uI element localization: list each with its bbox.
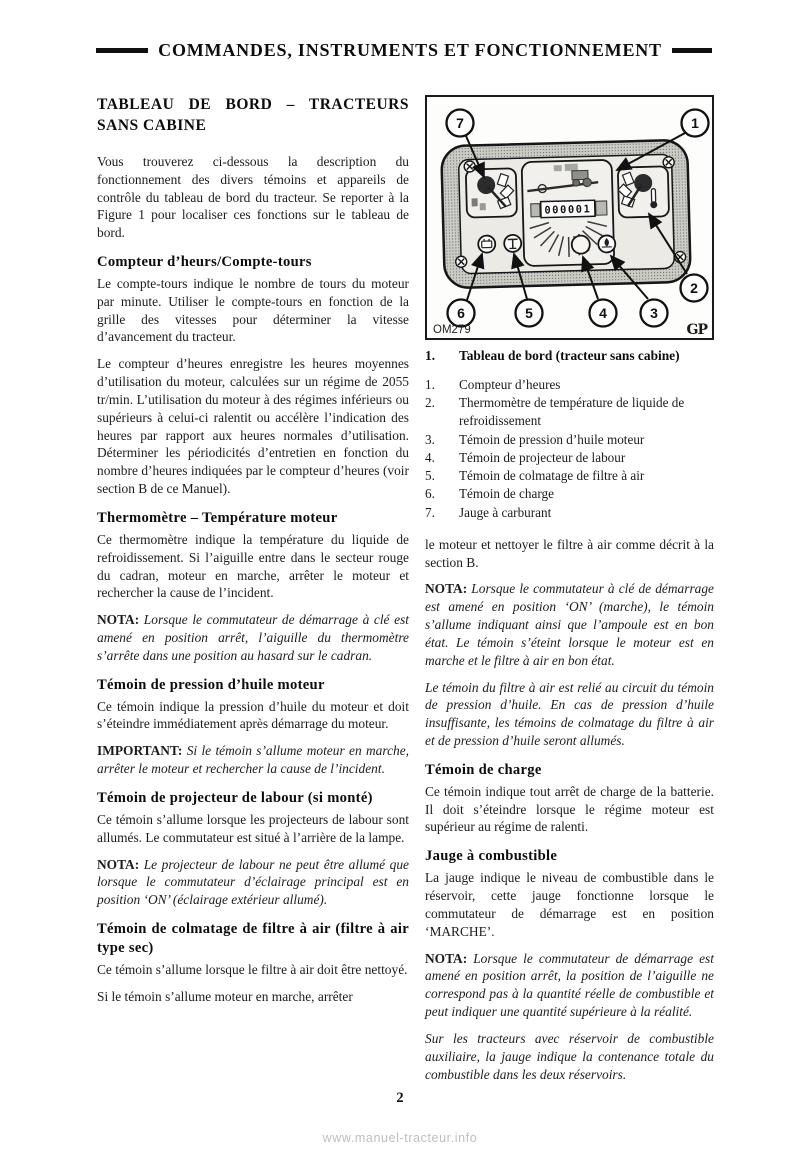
hour-counter: 000001 bbox=[544, 203, 592, 217]
paragraph-italic: Sur les tracteurs avec réservoir de combustible auxiliaire, la jauge indique la contenance totale du combustible dans les deux réservoirs. bbox=[425, 1030, 714, 1082]
figure-caption-number: 1. bbox=[425, 348, 436, 363]
heading-thermometre: Thermomètre – Température moteur bbox=[97, 509, 338, 526]
callout-6-number: 6 bbox=[457, 305, 465, 321]
nota-label: NOTA: bbox=[425, 950, 468, 966]
legend-item bbox=[425, 394, 714, 430]
fuel-gauge bbox=[466, 168, 517, 217]
dashboard-figure bbox=[425, 95, 714, 340]
heading-temoin-charge: Témoin de charge bbox=[425, 761, 542, 778]
callout-7-number: 7 bbox=[456, 115, 464, 131]
temperature-gauge bbox=[617, 166, 669, 217]
callout-5 bbox=[516, 300, 543, 327]
figure-legend-list bbox=[425, 376, 714, 522]
legend-item bbox=[425, 376, 714, 394]
paragraph: Ce témoin indique la pression d’huile du moteur et doit s’éteindre immédiatement après démarrage du moteur. bbox=[97, 698, 409, 732]
nota-paragraph bbox=[97, 611, 409, 664]
paragraph-italic: Le témoin du filtre à air est relié au circuit du témoin de pression d’huile. En cas de pression d’huile insuffisante, les témoins de colmatage du filtre à air et de pression d’huile seront allumés. bbox=[425, 679, 714, 749]
header-rule-left bbox=[96, 48, 148, 53]
nota-label: NOTA: bbox=[425, 581, 468, 597]
important-paragraph bbox=[97, 742, 409, 778]
page-header bbox=[96, 40, 712, 61]
nota-text: Lorsque le commutateur de démarrage à clé est amené en position arrêt, l’aiguille du thermomètre s’arrête dans une position au hasard sur le cadran. bbox=[97, 612, 409, 663]
legend-item-number: 5. bbox=[425, 468, 435, 484]
oil-pressure-warning-light bbox=[598, 235, 615, 252]
heading-colmatage-filtre: Témoin de colmatage de filtre à air (filtre à air type sec) bbox=[97, 921, 409, 957]
legend-item-text: Témoin de pression d’huile moteur bbox=[459, 431, 645, 447]
figure-caption-text: Tableau de bord (tracteur sans cabine) bbox=[459, 348, 680, 363]
legend-item-text: Jauge à carburant bbox=[459, 504, 552, 520]
callout-4-number: 4 bbox=[599, 305, 607, 321]
paragraph: Ce thermomètre indique la température du liquide de refroidissement. Si l’aiguille entre dans le secteur rouge du cadran, moteur en marche, arrêter le moteur et rechercher la cause de l’incident. bbox=[97, 531, 409, 601]
legend-item bbox=[425, 504, 714, 522]
callout-2-number: 2 bbox=[690, 280, 698, 296]
legend-item-number: 1. bbox=[425, 377, 435, 392]
nota-label: NOTA: bbox=[97, 612, 140, 628]
callout-3 bbox=[641, 300, 668, 327]
callout-2 bbox=[681, 275, 708, 302]
air-filter-warning-light bbox=[504, 235, 521, 252]
legend-item-text: Témoin de colmatage de filtre à air bbox=[459, 468, 645, 484]
two-column-content bbox=[97, 93, 714, 1092]
dashboard-drawing bbox=[427, 97, 712, 338]
important-label: IMPORTANT: bbox=[97, 743, 183, 759]
work-lamp-indicator-light bbox=[572, 235, 590, 253]
nota-text: Lorsque le commutateur de démarrage est amené en position arrêt, la position de l’aiguille ne correspond pas à la quantité réelle de combustible et peut indiquer une quantité supérieure à la réalité. bbox=[425, 950, 714, 1020]
callout-4 bbox=[590, 300, 617, 327]
nota-label: NOTA: bbox=[97, 856, 140, 872]
legend-item-text: Thermomètre de température de liquide de refroidissement bbox=[459, 395, 685, 429]
paragraph: Ce témoin s’allume lorsque les projecteurs de labour sont allumés. Le commutateur est situé à l’arrière de la lampe. bbox=[97, 811, 409, 845]
paragraph: le moteur et nettoyer le filtre à air comme décrit à la section B. bbox=[425, 536, 714, 570]
right-column bbox=[425, 93, 714, 1092]
legend-item-text: Témoin de projecteur de labour bbox=[459, 449, 626, 465]
heading-compteur: Compteur d’heurs/Compte-tours bbox=[97, 253, 312, 270]
legend-item-number: 6. bbox=[425, 486, 435, 502]
left-column bbox=[97, 93, 409, 1092]
page-number: 2 bbox=[396, 1090, 404, 1106]
paragraph: Ce témoin indique tout arrêt de charge de la batterie. Il doit s’éteindre lorsque le régime moteur est supérieur au régime de ralenti. bbox=[425, 783, 714, 835]
heading-jauge-combustible: Jauge à combustible bbox=[425, 848, 558, 865]
important-text: Si le témoin s’allume moteur en marche, arrêter le moteur et rechercher la cause de l’incident. bbox=[97, 743, 409, 777]
legend-item bbox=[425, 449, 714, 467]
paragraph: La jauge indique le niveau de combustible dans le réservoir, cette jauge fonctionne lorsque le commutateur de démarrage est en position ‘MARCHE’. bbox=[425, 870, 714, 939]
nota-text: Lorsque le commutateur à clé de démarrage est amené en position ‘ON’ (marche), le témoin s’allume indiquant ainsi que l’ampoule est en bon état. Le témoin s’éteint lorsque le moteur est en marche et le filtre à air en bon état. bbox=[425, 581, 714, 668]
page-title: COMMANDES, INSTRUMENTS ET FONCTIONNEMENT bbox=[158, 40, 662, 60]
paragraph: Le compteur d’heures enregistre les heures moyennes d’utilisation du moteur, calculées sur un régime de 2055 tr/min. L’utilisation du moteur à des régimes inférieurs ou supérieurs à celui-ci ralentit ou accélère l’indication des heures par rapport aux heures normales d’utilisation. Déterminer les périodicités d’entretien en fonction du nombre d’heures indiquées par le compteur d’heures (voir section B de ce Manuel). bbox=[97, 356, 409, 497]
callout-5-number: 5 bbox=[525, 305, 533, 321]
legend-item-text: Témoin de charge bbox=[459, 486, 554, 502]
legend-item-number: 2. bbox=[425, 395, 435, 411]
legend-item bbox=[425, 431, 714, 449]
nota-paragraph bbox=[425, 950, 714, 1021]
charge-warning-light bbox=[478, 235, 495, 252]
legend-item-number: 3. bbox=[425, 431, 435, 447]
nota-text: Le projecteur de labour ne peut être allumé que lorsque le commutateur d’éclairage principal est en position ‘ON’ (éclairage extérieur allumé). bbox=[97, 856, 409, 908]
callout-6 bbox=[448, 300, 475, 327]
legend-item-text: Compteur d’heures bbox=[459, 377, 561, 392]
figure-reference-code: OM279 bbox=[433, 324, 471, 336]
heading-pression-huile: Témoin de pression d’huile moteur bbox=[97, 676, 325, 693]
callout-1-number: 1 bbox=[691, 115, 699, 131]
section-title: TABLEAU DE BORD – TRACTEURS SANS CABINE bbox=[97, 96, 409, 134]
watermark: www.manuel-tracteur.info bbox=[322, 1131, 478, 1145]
paragraph: Vous trouverez ci-dessous la description du fonctionnement des divers témoins et appareils de contrôle du tableau de bord du tracteur. Se reporter à la Figure 1 pour localiser ces fonctions sur le tableau de bord. bbox=[97, 153, 409, 241]
paragraph: Ce témoin s’allume lorsque le filtre à air doit être nettoyé. bbox=[97, 961, 408, 977]
legend-item-number: 7. bbox=[425, 504, 435, 520]
heading-projecteur-labour: Témoin de projecteur de labour (si monté) bbox=[97, 789, 373, 806]
legend-item bbox=[425, 467, 714, 485]
legend-item-number: 4. bbox=[425, 449, 435, 465]
callout-1 bbox=[682, 110, 709, 137]
paragraph: Le compte-tours indique le nombre de tours du moteur par minute. Utiliser le compte-tours en fonction de la grille des vitesses pour déterminer la vitesse d’avancement du tracteur. bbox=[97, 275, 409, 345]
publisher-logo: GP bbox=[686, 322, 707, 338]
paragraph: Si le témoin s’allume moteur en marche, arrêter bbox=[97, 988, 353, 1004]
callout-3-number: 3 bbox=[650, 305, 658, 321]
header-rule-right bbox=[672, 48, 712, 53]
nota-paragraph bbox=[97, 856, 409, 909]
callout-7 bbox=[447, 110, 474, 137]
nota-paragraph bbox=[425, 580, 714, 669]
figure-caption bbox=[425, 348, 714, 364]
legend-item bbox=[425, 485, 714, 503]
